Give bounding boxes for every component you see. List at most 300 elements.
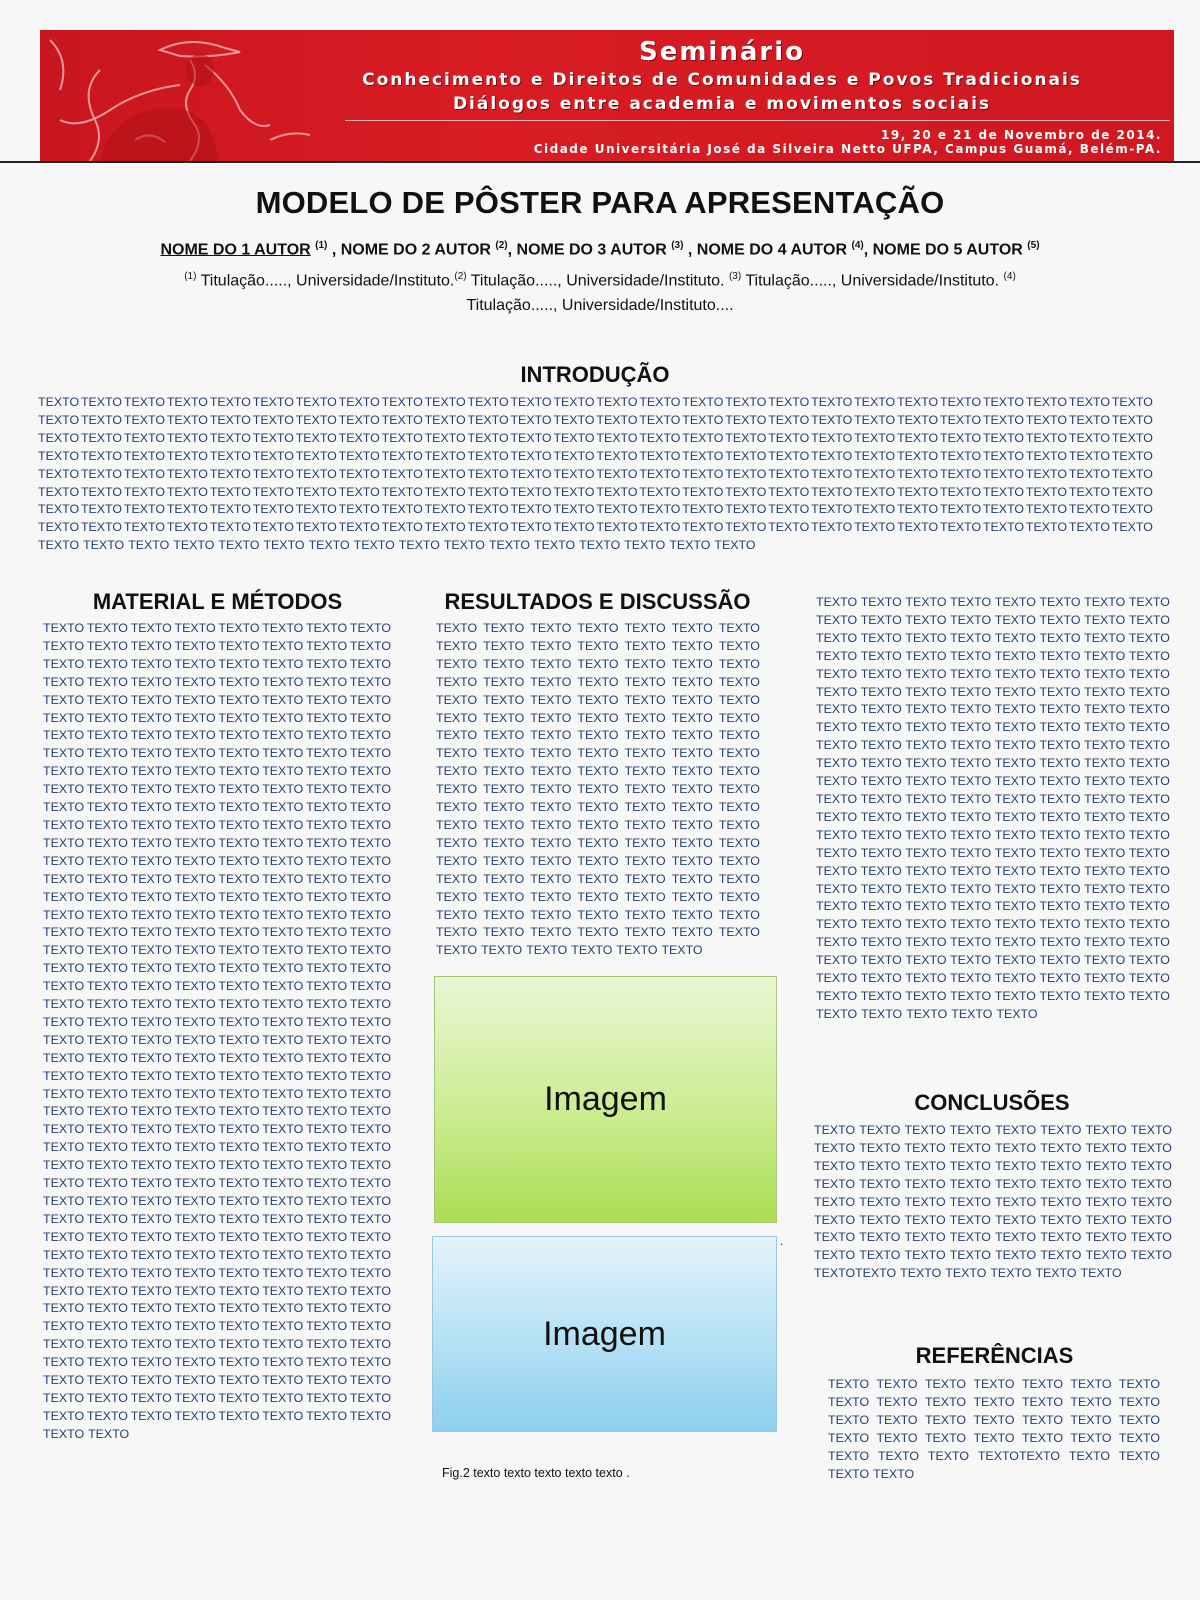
- placeholder-word: TEXTO: [43, 1122, 85, 1137]
- placeholder-word: TEXTO: [86, 961, 128, 976]
- placeholder-word: TEXTO: [814, 1194, 856, 1209]
- placeholder-word: TEXTO: [905, 702, 947, 717]
- placeholder-word: TEXTO: [1128, 630, 1170, 645]
- text-line: [816, 666, 1170, 684]
- placeholder-word: TEXTO: [86, 1140, 128, 1155]
- affil-4-sup: (4): [1003, 271, 1016, 282]
- placeholder-word: TEXTO: [718, 710, 760, 725]
- placeholder-word: TEXTO: [483, 656, 525, 671]
- placeholder-word: TEXTO: [43, 656, 85, 671]
- placeholder-word: TEXTO: [218, 943, 260, 958]
- text-line: [816, 737, 1170, 755]
- placeholder-word: TEXTO: [1128, 953, 1170, 968]
- placeholder-word: TEXTO: [262, 961, 304, 976]
- placeholder-word: TEXTO: [306, 1032, 348, 1047]
- placeholder-word: TEXTO: [854, 484, 896, 499]
- text-line: [43, 1426, 391, 1444]
- placeholder-word: TEXTO: [174, 1408, 216, 1423]
- placeholder-word: TEXTO: [816, 612, 858, 627]
- placeholder-word: TEXTO: [1085, 1158, 1127, 1173]
- placeholder-word: TEXTO: [950, 595, 992, 609]
- placeholder-word: TEXTO: [553, 466, 595, 481]
- placeholder-word: TEXTO: [877, 1448, 920, 1463]
- placeholder-word: TEXTO: [483, 907, 525, 922]
- placeholder-word: TEXTO: [816, 738, 858, 753]
- placeholder-word: TEXTO: [860, 809, 902, 824]
- placeholder-word: TEXTO: [306, 1247, 348, 1262]
- placeholder-word: TEXTO: [436, 853, 478, 868]
- placeholder-word: TEXTO: [86, 674, 128, 689]
- placeholder-word: TEXTO: [897, 466, 939, 481]
- placeholder-word: TEXTO: [262, 1408, 304, 1423]
- placeholder-word: TEXTO: [1084, 702, 1126, 717]
- placeholder-word: TEXTO: [718, 638, 760, 653]
- placeholder-word: TEXTO: [38, 430, 80, 445]
- placeholder-word: TEXTO: [860, 791, 902, 806]
- placeholder-word: TEXTO: [306, 674, 348, 689]
- placeholder-word: TEXTO: [209, 502, 251, 517]
- text-line: [43, 1283, 391, 1301]
- placeholder-word: TEXTO: [860, 917, 902, 932]
- placeholder-word: TEXTO: [816, 648, 858, 663]
- placeholder-word: TEXTO: [262, 1301, 304, 1316]
- placeholder-word: TEXTO: [994, 684, 1036, 699]
- placeholder-word: TEXTO: [483, 853, 525, 868]
- placeholder-word: TEXTO: [123, 448, 165, 463]
- placeholder-word: TEXTO: [1118, 1430, 1160, 1445]
- placeholder-word: TEXTO: [262, 1176, 304, 1191]
- placeholder-word: TEXTO: [577, 656, 619, 671]
- placeholder-word: TEXTO: [174, 1247, 216, 1262]
- placeholder-word: TEXTO: [1111, 395, 1153, 409]
- placeholder-word: TEXTO: [940, 412, 982, 427]
- placeholder-word: TEXTO: [306, 1355, 348, 1370]
- placeholder-word: TEXTO: [174, 746, 216, 761]
- placeholder-word: TEXTO: [306, 1319, 348, 1334]
- placeholder-word: TEXTO: [174, 1050, 216, 1065]
- placeholder-word: TEXTO: [38, 538, 80, 553]
- placeholder-word: TEXTO: [349, 1283, 391, 1298]
- placeholder-word: TEXTO: [43, 1032, 85, 1047]
- placeholder-word: TEXTO: [218, 1408, 260, 1423]
- placeholder-word: TEXTO: [624, 782, 666, 797]
- text-line: [43, 1157, 391, 1175]
- text-line: [816, 952, 1170, 970]
- text-line: [43, 1068, 391, 1086]
- text-line: [43, 1032, 391, 1050]
- placeholder-word: TEXTO: [349, 979, 391, 994]
- placeholder-word: TEXTO: [43, 979, 85, 994]
- text-line: [814, 1247, 1172, 1265]
- placeholder-word: TEXTO: [661, 943, 703, 958]
- placeholder-word: TEXTO: [436, 800, 478, 815]
- text-line: [816, 809, 1170, 827]
- text-line: [816, 988, 1170, 1006]
- image-placeholder-2: [432, 1236, 777, 1432]
- placeholder-word: TEXTO: [349, 1122, 391, 1137]
- text-line: [814, 1140, 1172, 1158]
- placeholder-word: TEXTO: [873, 1466, 915, 1481]
- placeholder-word: TEXTO: [1070, 1377, 1112, 1391]
- placeholder-word: TEXTO: [1068, 502, 1110, 517]
- placeholder-word: TEXTO: [43, 1355, 85, 1370]
- placeholder-word: TEXTO: [123, 395, 165, 409]
- placeholder-word: TEXTO: [577, 674, 619, 689]
- placeholder-word: TEXTO: [130, 1211, 172, 1226]
- placeholder-word: TEXTO: [174, 1014, 216, 1029]
- placeholder-word: TEXTO: [949, 1123, 991, 1137]
- placeholder-word: TEXTO: [768, 430, 810, 445]
- banner-divider: [345, 120, 1170, 121]
- text-line: [43, 817, 391, 835]
- placeholder-word: TEXTO: [725, 430, 767, 445]
- placeholder-word: TEXTO: [905, 666, 947, 681]
- placeholder-word: TEXTO: [262, 800, 304, 815]
- placeholder-word: TEXTO: [949, 1176, 991, 1191]
- text-line: [816, 916, 1170, 934]
- placeholder-word: TEXTO: [860, 738, 902, 753]
- text-line: [816, 773, 1170, 791]
- placeholder-word: TEXTO: [718, 746, 760, 761]
- placeholder-word: TEXTO: [349, 1390, 391, 1405]
- placeholder-word: TEXTO: [945, 1266, 987, 1281]
- placeholder-word: TEXTO: [1039, 809, 1081, 824]
- placeholder-word: TEXTO: [436, 835, 478, 850]
- placeholder-word: TEXTO: [596, 502, 638, 517]
- placeholder-word: TEXTO: [166, 412, 208, 427]
- placeholder-word: TEXTO: [995, 1230, 1037, 1245]
- affil-1: Titulação....., Universidade/Instituto.: [196, 272, 455, 290]
- placeholder-word: TEXTO: [467, 502, 509, 517]
- placeholder-word: TEXTO: [381, 430, 423, 445]
- placeholder-word: TEXTO: [671, 835, 713, 850]
- stray-dot: .: [780, 1234, 784, 1248]
- placeholder-word: TEXTO: [130, 621, 172, 635]
- placeholder-word: TEXTO: [905, 953, 947, 968]
- placeholder-word: TEXTO: [1070, 1430, 1112, 1445]
- placeholder-word: TEXTO: [1039, 881, 1081, 896]
- placeholder-word: TEXTO: [1039, 738, 1081, 753]
- placeholder-word: TEXTO: [306, 1122, 348, 1137]
- placeholder-word: TEXTO: [306, 710, 348, 725]
- placeholder-word: TEXTO: [43, 925, 85, 940]
- placeholder-word: TEXTO: [218, 1158, 260, 1173]
- placeholder-word: TEXTO: [349, 1158, 391, 1173]
- text-line: [43, 1372, 391, 1390]
- placeholder-word: TEXTO: [1025, 502, 1068, 517]
- placeholder-word: TEXTO: [624, 764, 666, 779]
- placeholder-word: TEXTO: [306, 1301, 348, 1316]
- placeholder-word: TEXTO: [349, 1229, 391, 1244]
- placeholder-word: TEXTO: [859, 1194, 901, 1209]
- placeholder-word: TEXTO: [816, 881, 858, 896]
- placeholder-word: TEXTO: [130, 1319, 172, 1334]
- placeholder-word: TEXTO: [306, 1158, 348, 1173]
- placeholder-word: TEXTO: [1039, 953, 1081, 968]
- placeholder-word: TEXTO: [1021, 1412, 1064, 1427]
- placeholder-word: TEXTO: [994, 863, 1036, 878]
- placeholder-word: TEXTO: [876, 1412, 918, 1427]
- affil-1-sup: (1): [184, 271, 197, 282]
- placeholder-word: TEXTO: [905, 988, 947, 1003]
- placeholder-word: TEXTO: [174, 1122, 216, 1137]
- placeholder-word: TEXTO: [483, 746, 525, 761]
- placeholder-word: TEXTO: [1084, 756, 1126, 771]
- placeholder-word: TEXTO: [950, 612, 992, 627]
- placeholder-word: TEXTO: [86, 943, 128, 958]
- placeholder-word: TEXTO: [816, 953, 858, 968]
- placeholder-word: TEXTO: [1084, 899, 1126, 914]
- placeholder-word: TEXTO: [467, 448, 509, 463]
- placeholder-word: TEXTO: [530, 692, 572, 707]
- placeholder-word: TEXTO: [949, 1230, 991, 1245]
- placeholder-word: TEXTO: [209, 484, 251, 499]
- placeholder-word: TEXTO: [860, 988, 902, 1003]
- placeholder-word: TEXTO: [1039, 702, 1081, 717]
- placeholder-word: TEXTO: [816, 702, 858, 717]
- placeholder-word: TEXTO: [43, 746, 85, 761]
- placeholder-word: TEXTO: [530, 782, 572, 797]
- placeholder-word: TEXTO: [174, 710, 216, 725]
- placeholder-word: TEXTO: [130, 853, 172, 868]
- placeholder-word: TEXTO: [218, 1229, 260, 1244]
- placeholder-word: TEXTO: [263, 538, 305, 553]
- placeholder-word: TEXTO: [624, 853, 666, 868]
- image-placeholder-1: [434, 976, 777, 1223]
- placeholder-word: TEXTO: [577, 746, 619, 761]
- placeholder-word: TEXTO: [262, 746, 304, 761]
- placeholder-word: TEXTO: [671, 621, 713, 635]
- placeholder-word: TEXTO: [424, 484, 466, 499]
- placeholder-word: TEXTO: [218, 638, 260, 653]
- text-line: [43, 942, 391, 960]
- placeholder-word: TEXTO: [994, 756, 1036, 771]
- text-line: [43, 656, 391, 674]
- placeholder-word: TEXTO: [252, 466, 294, 481]
- placeholder-word: TEXTO: [86, 1068, 128, 1083]
- placeholder-word: TEXTO: [811, 520, 853, 535]
- placeholder-word: TEXTO: [262, 817, 304, 832]
- placeholder-word: TEXTO: [553, 395, 595, 409]
- placeholder-word: TEXTO: [306, 800, 348, 815]
- placeholder-word: TEXTO: [349, 1032, 391, 1047]
- placeholder-word: TEXTO: [123, 412, 165, 427]
- placeholder-word: TEXTO: [43, 638, 85, 653]
- placeholder-word: TEXTO: [530, 907, 572, 922]
- placeholder-word: TEXTO: [80, 484, 123, 499]
- placeholder-word: TEXTO: [624, 907, 666, 922]
- placeholder-word: TEXTO: [1130, 1140, 1172, 1155]
- placeholder-word: TEXTO: [262, 1373, 304, 1388]
- placeholder-word: TEXTO: [639, 395, 681, 409]
- placeholder-word: TEXTO: [262, 656, 304, 671]
- banner-text: [280, 38, 1164, 116]
- placeholder-word: TEXTO: [596, 466, 638, 481]
- placeholder-word: TEXTO: [130, 710, 172, 725]
- placeholder-word: TEXTO: [467, 484, 509, 499]
- placeholder-word: TEXTO: [671, 692, 713, 707]
- placeholder-word: TEXTO: [43, 853, 85, 868]
- placeholder-word: TEXTO: [218, 817, 260, 832]
- placeholder-word: TEXTO: [174, 692, 216, 707]
- text-line: [828, 1430, 1160, 1448]
- text-line: [436, 710, 760, 728]
- placeholder-word: TEXTO: [982, 484, 1025, 499]
- text-line: [43, 1086, 391, 1104]
- placeholder-word: TEXTO: [1128, 738, 1170, 753]
- text-line: [436, 638, 760, 656]
- placeholder-word: TEXTO: [130, 1032, 172, 1047]
- placeholder-word: TEXTO: [994, 666, 1036, 681]
- placeholder-word: TEXTO: [904, 1212, 946, 1227]
- placeholder-word: TEXTO: [725, 448, 767, 463]
- placeholder-word: TEXTO: [86, 1355, 128, 1370]
- text-line: [436, 799, 760, 817]
- placeholder-word: TEXTO: [349, 943, 391, 958]
- placeholder-word: TEXTO: [624, 800, 666, 815]
- placeholder-word: TEXTO: [671, 907, 713, 922]
- placeholder-word: TEXTO: [1128, 612, 1170, 627]
- placeholder-word: TEXTO: [262, 1194, 304, 1208]
- placeholder-word: TEXTO: [949, 1248, 991, 1263]
- placeholder-word: TEXTO: [982, 430, 1025, 445]
- placeholder-word: TEXTO: [816, 863, 858, 878]
- placeholder-word: TEXTO: [768, 466, 810, 481]
- placeholder-word: TEXTO: [130, 638, 172, 653]
- placeholder-word: TEXTO: [682, 502, 724, 517]
- placeholder-word: TEXTO: [530, 638, 572, 653]
- placeholder-word: TEXTO: [174, 1337, 216, 1352]
- placeholder-word: TEXTO: [166, 466, 208, 481]
- placeholder-word: TEXTO: [123, 466, 165, 481]
- placeholder-word: TEXTO: [811, 412, 853, 427]
- placeholder-word: TEXTO: [1084, 720, 1126, 735]
- text-line: [436, 942, 760, 960]
- placeholder-word: TEXTO: [43, 889, 85, 904]
- text-line: [43, 727, 391, 745]
- placeholder-word: TEXTO: [510, 502, 552, 517]
- placeholder-word: TEXTO: [295, 412, 337, 427]
- placeholder-word: TEXTO: [854, 448, 896, 463]
- placeholder-word: TEXTO: [816, 917, 858, 932]
- placeholder-word: TEXTO: [828, 1394, 870, 1409]
- placeholder-word: TEXTO: [1111, 502, 1153, 517]
- text-line: [436, 817, 760, 835]
- placeholder-word: TEXTO: [718, 889, 760, 904]
- placeholder-word: TEXTO: [1128, 863, 1170, 878]
- placeholder-word: TEXTO: [1111, 484, 1153, 499]
- placeholder-word: TEXTO: [295, 430, 337, 445]
- placeholder-word: TEXTO: [950, 935, 992, 950]
- placeholder-word: TEXTO: [130, 1194, 172, 1208]
- placeholder-word: TEXTO: [596, 430, 638, 445]
- figure-caption: Fig.2 texto texto texto texto texto .: [442, 1466, 630, 1480]
- placeholder-word: TEXTO: [994, 953, 1036, 968]
- placeholder-word: TEXTOTEXTO: [977, 1448, 1061, 1463]
- placeholder-word: TEXTO: [718, 782, 760, 797]
- placeholder-word: TEXTO: [854, 520, 896, 535]
- placeholder-word: TEXTO: [130, 1283, 172, 1298]
- placeholder-word: TEXTO: [995, 1194, 1037, 1209]
- placeholder-word: TEXTO: [811, 484, 853, 499]
- placeholder-word: TEXTO: [174, 1301, 216, 1316]
- placeholder-word: TEXTO: [209, 412, 251, 427]
- placeholder-word: TEXTO: [860, 971, 902, 986]
- placeholder-word: TEXTO: [1025, 395, 1068, 409]
- placeholder-word: TEXTO: [174, 907, 216, 922]
- placeholder-word: TEXTO: [174, 638, 216, 653]
- placeholder-word: TEXTO: [860, 953, 902, 968]
- placeholder-word: TEXTO: [671, 925, 713, 940]
- heading-material-metodos: MATERIAL E MÉTODOS: [92, 589, 343, 614]
- placeholder-word: TEXTO: [174, 871, 216, 886]
- placeholder-word: TEXTO: [1039, 863, 1081, 878]
- placeholder-word: TEXTO: [530, 889, 572, 904]
- placeholder-word: TEXTO: [1084, 648, 1126, 663]
- placeholder-word: TEXTO: [43, 961, 85, 976]
- placeholder-word: TEXTO: [530, 746, 572, 761]
- placeholder-word: TEXTO: [1084, 774, 1126, 789]
- placeholder-word: TEXTO: [218, 800, 260, 815]
- placeholder-word: TEXTO: [530, 656, 572, 671]
- placeholder-word: TEXTO: [510, 412, 552, 427]
- placeholder-word: TEXTO: [130, 782, 172, 797]
- placeholder-word: TEXTO: [130, 907, 172, 922]
- placeholder-word: TEXTO: [994, 720, 1036, 735]
- placeholder-word: TEXTO: [816, 791, 858, 806]
- placeholder-word: TEXTO: [306, 907, 348, 922]
- placeholder-word: TEXTO: [306, 1104, 348, 1119]
- placeholder-word: TEXTO: [1025, 430, 1068, 445]
- placeholder-word: TEXTO: [174, 997, 216, 1012]
- placeholder-word: TEXTO: [814, 1158, 856, 1173]
- placeholder-word: TEXTO: [130, 1014, 172, 1029]
- placeholder-word: TEXTO: [950, 845, 992, 860]
- placeholder-word: TEXTO: [905, 899, 947, 914]
- text-line: [436, 871, 760, 889]
- placeholder-word: TEXTO: [306, 889, 348, 904]
- placeholder-word: TEXTO: [306, 1176, 348, 1191]
- placeholder-word: TEXTO: [982, 520, 1025, 535]
- placeholder-word: TEXTO: [940, 484, 982, 499]
- text-line: [436, 674, 760, 692]
- placeholder-word: TEXTO: [43, 997, 85, 1012]
- placeholder-word: TEXTO: [218, 692, 260, 707]
- text-line: [43, 1050, 391, 1068]
- placeholder-word: TEXTO: [669, 538, 711, 553]
- placeholder-word: TEXTO: [130, 746, 172, 761]
- placeholder-word: TEXTO: [86, 782, 128, 797]
- placeholder-word: TEXTO: [43, 1014, 85, 1029]
- placeholder-word: TEXTO: [130, 943, 172, 958]
- text-line: [43, 996, 391, 1014]
- placeholder-word: TEXTO: [86, 1319, 128, 1334]
- placeholder-word: TEXTO: [768, 395, 810, 409]
- placeholder-word: TEXTO: [982, 412, 1025, 427]
- placeholder-word: TEXTO: [950, 774, 992, 789]
- placeholder-word: TEXTO: [814, 1176, 856, 1191]
- placeholder-word: TEXTO: [1039, 720, 1081, 735]
- affil-2: Titulação....., Universidade/Instituto.: [466, 272, 729, 290]
- placeholder-word: TEXTO: [1070, 1394, 1112, 1409]
- placeholder-word: TEXTO: [1128, 595, 1170, 609]
- placeholder-word: TEXTO: [530, 621, 572, 635]
- placeholder-word: TEXTO: [994, 845, 1036, 860]
- placeholder-word: TEXTO: [262, 1014, 304, 1029]
- affil-3: Titulação....., Universidade/Instituto.: [741, 272, 1004, 290]
- placeholder-word: TEXTO: [904, 1230, 946, 1245]
- placeholder-word: TEXTO: [306, 1229, 348, 1244]
